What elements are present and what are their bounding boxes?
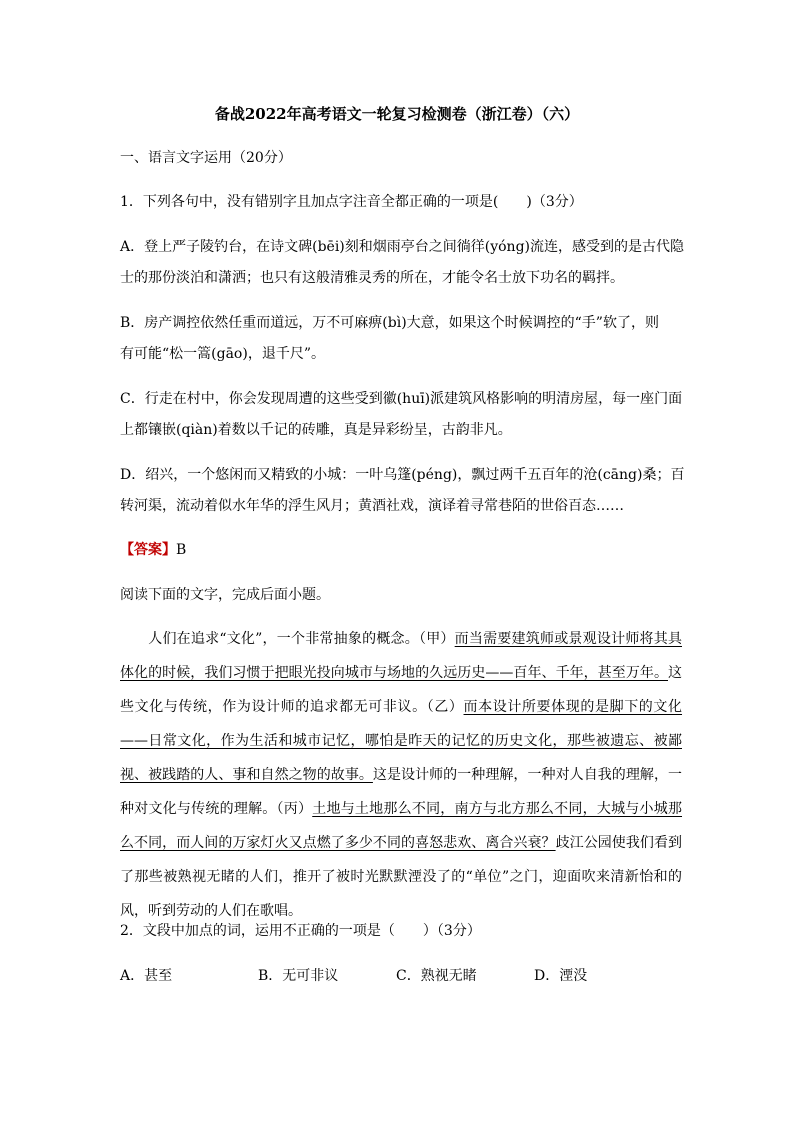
question-1-option-b-line-2: 有可能“松一篙(gāo)，退千尺”。 xyxy=(120,346,325,362)
passage-sentence: 人们在追求“文化”，一个非常抽象的概念。（甲） xyxy=(148,631,455,647)
question-2-option-d: D．湮没 xyxy=(534,968,588,984)
passage-sentence: 这些文化与传统，作为设计师的追求都无可非议。（乙） xyxy=(120,665,682,715)
question-1-option-a-line-2: 士的那份淡泊和潇洒；也只有这般清雅灵秀的所在，才能令名士放下功名的羁拌。 xyxy=(120,270,624,286)
question-2-option-b: B．无可非议 xyxy=(258,968,339,984)
question-2-option-c: C．熟视无睹 xyxy=(396,968,477,984)
question-1-stem: 1．下列各句中，没有错别字且加点字注音全都正确的一项是( )（3分） xyxy=(120,194,583,210)
reading-passage xyxy=(120,622,682,928)
question-1-option-d-line-2: 转河渠，流动着似水年华的浮生风月；黄酒社戏，演译着寻常巷陌的世俗百态…… xyxy=(120,498,624,514)
passage-underlined-sentence-c: 土地与土地那么不同，南方与北方那么不同，大城与小城那么不同，而人间的万家灯火又点燃了多少不同的喜怒悲欢、离合兴衰？ xyxy=(120,801,683,851)
question-1-option-c-line-2: 上都镶嵌(qiàn)着数以千记的砖雕，真是异彩纷呈，古韵非凡。 xyxy=(120,422,512,438)
question-1-option-d-line-1: D．绍兴，一个悠闲而又精致的小城：一叶乌篷(péng)，飘过两千五百年的沧(cāng)桑；百 xyxy=(120,467,685,483)
answer-value: B xyxy=(176,542,187,558)
passage-sentence: 歧江公园使我们看到了那些被熟视无睹的人们，推开了被时光默默湮没了的“单位”之门，迎面吹来清新怡和的风，听到劳动的人们在歌唱。 xyxy=(120,835,683,919)
question-1-option-c-line-1: C．行走在村中，你会发现周遭的这些受到徽(huī)派建筑风格影响的明清房屋，每一座门面 xyxy=(120,391,683,407)
reading-instructions: 阅读下面的文字，完成后面小题。 xyxy=(120,587,330,603)
answer-tag: 【答案】 xyxy=(120,542,176,558)
passage-sentence: 这是设计师的一种理解，一种对人自我的理解，一种对文化与传统的理解。（丙） xyxy=(120,767,682,817)
question-1-option-a-line-1: A．登上严子陵钓台，在诗文碑(bēi)刻和烟雨亭台之间徜徉(yóng)流连，感受到的是古代隐 xyxy=(120,239,684,255)
section-heading: 一、语言文字运用（20分） xyxy=(120,150,292,166)
document-title: 备战2022年高考语文一轮复习检测卷（浙江卷）（六） xyxy=(214,105,580,123)
question-2-stem: 2．文段中加点的词，运用不正确的一项是（ ）（3分） xyxy=(120,923,481,939)
passage-underlined-sentence-a: 而当需要建筑师或景观设计师将其具体化的时候，我们习惯于把眼光投向城市与场地的久远历史——百年、千年，甚至万年。 xyxy=(120,631,682,681)
question-1-option-b-line-1: B．房产调控依然任重而道远，万不可麻痹(bì)大意，如果这个时候调控的“手”软了，则 xyxy=(120,315,659,331)
question-1-answer xyxy=(120,540,186,560)
question-2-option-a: A．甚至 xyxy=(120,968,173,984)
passage-underlined-sentence-b: 而本设计所要体现的是脚下的文化——日常文化，作为生活和城市记忆，哪怕是昨天的记忆的历史文化，那些被遗忘、被鄙视、被践踏的人、事和自然之物的故事。 xyxy=(120,699,683,783)
